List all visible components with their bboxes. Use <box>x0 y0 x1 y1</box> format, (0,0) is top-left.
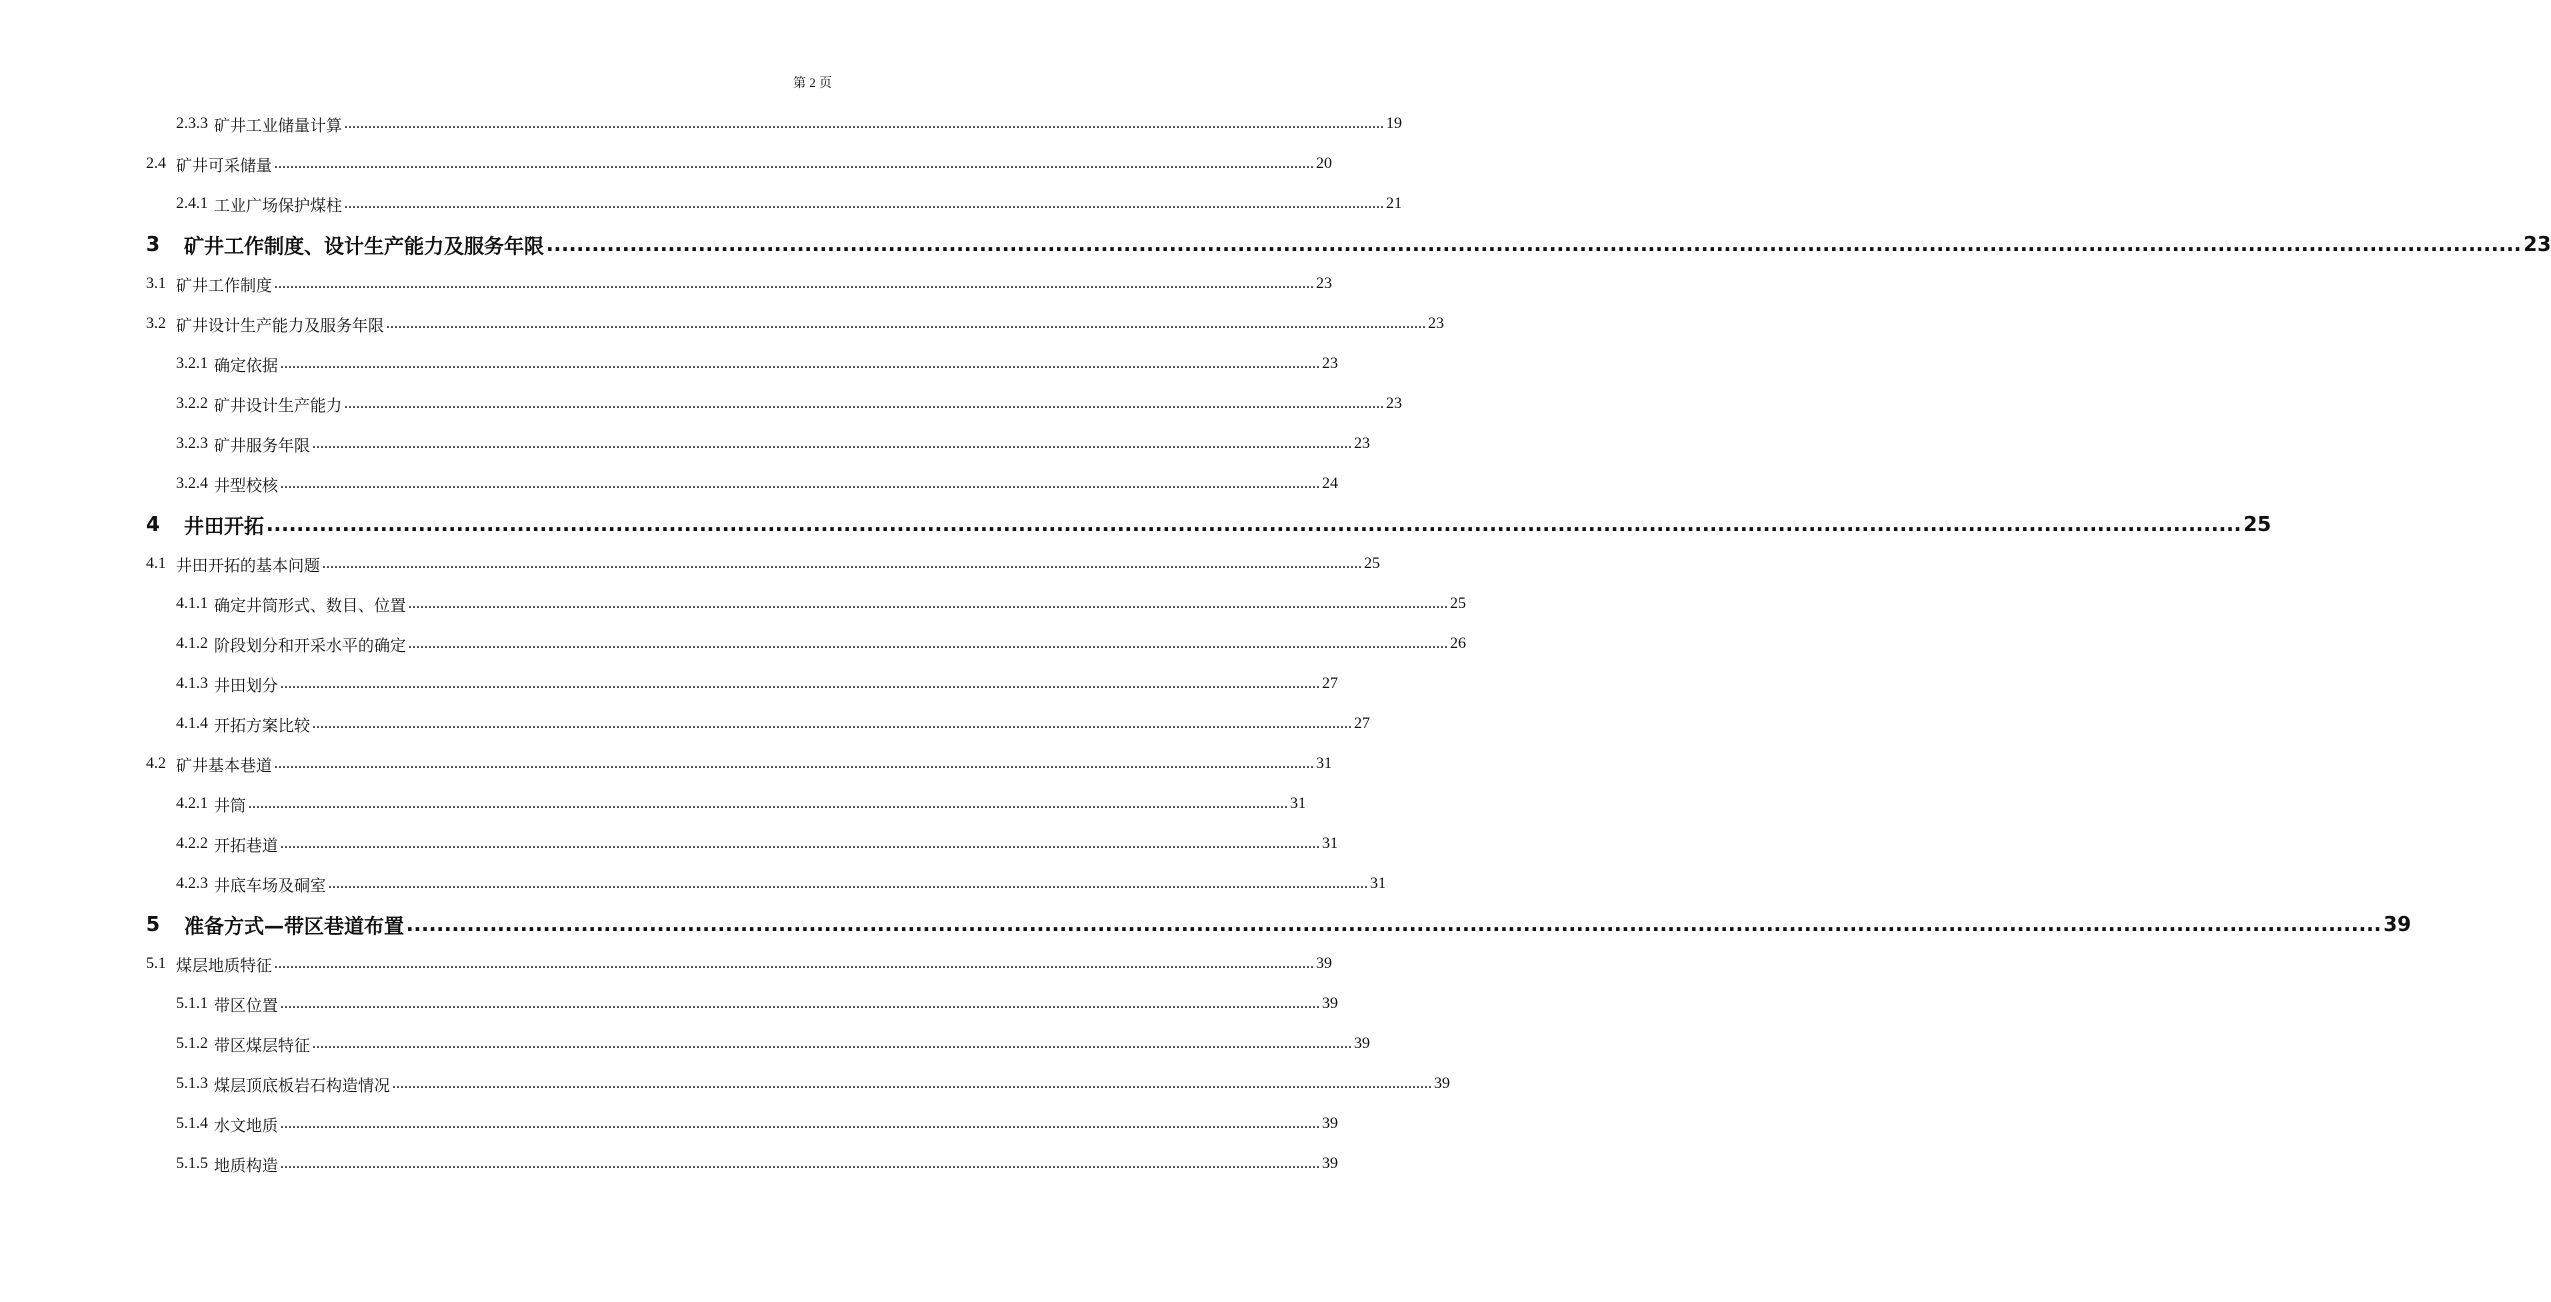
toc-entry-heading <box>176 473 278 496</box>
toc-entry-page-number: 20 <box>1316 155 1333 172</box>
toc-dot-leader: .................................................................................................................................................................................................................................................................... <box>406 912 2382 936</box>
toc-dot-leader: .................................................................................................................................................................................................................................................................... <box>274 755 1315 772</box>
toc-entry-title: 井田划分 <box>214 677 279 695</box>
toc-entry-level-3[interactable] <box>176 344 1339 384</box>
toc-dot-leader: .................................................................................................................................................................................................................................................................... <box>386 315 1427 332</box>
toc-entry-page-number: 31 <box>1290 795 1307 812</box>
toc-entry-number: 2.4.1 <box>176 195 208 212</box>
toc-entry-level-2[interactable] <box>146 304 1445 344</box>
toc-dot-leader: .................................................................................................................................................................................................................................................................... <box>280 475 1321 492</box>
toc-dot-leader: .................................................................................................................................................................................................................................................................... <box>328 875 1369 892</box>
toc-entry-number: 3.2.1 <box>176 355 208 372</box>
toc-entry-heading <box>146 230 544 259</box>
toc-entry-heading <box>146 153 272 176</box>
toc-entry-heading <box>176 1113 278 1136</box>
toc-entry-number: 3.2.3 <box>176 435 208 452</box>
toc-entry-page-number: 23 <box>1386 395 1403 412</box>
toc-entry-level-3[interactable] <box>176 104 1403 144</box>
toc-entry-title: 确定依据 <box>214 357 279 375</box>
toc-entry-title: 矿井设计生产能力 <box>214 397 343 415</box>
toc-entry-number: 3 <box>146 232 160 256</box>
toc-entry-page-number: 31 <box>1322 835 1339 852</box>
toc-entry-page-number: 39 <box>1316 955 1333 972</box>
toc-entry-title: 矿井设计生产能力及服务年限 <box>176 317 385 335</box>
toc-entry-title: 井筒 <box>214 797 247 815</box>
toc-dot-leader: .................................................................................................................................................................................................................................................................... <box>408 595 1449 612</box>
toc-entry-number: 4.2.1 <box>176 795 208 812</box>
toc-entry-heading <box>176 713 310 736</box>
toc-entry-level-2[interactable] <box>146 144 1333 184</box>
toc-entry-page-number: 26 <box>1450 635 1467 652</box>
toc-dot-leader: .................................................................................................................................................................................................................................................................... <box>322 555 1363 572</box>
toc-entry-level-2[interactable] <box>146 944 1333 984</box>
toc-entry-title: 准备方式—带区巷道布置 <box>184 913 404 938</box>
toc-entry-heading <box>146 510 264 539</box>
toc-entry-title: 矿井工业储量计算 <box>214 117 343 135</box>
toc-dot-leader: .................................................................................................................................................................................................................................................................... <box>248 795 1289 812</box>
toc-dot-leader: .................................................................................................................................................................................................................................................................... <box>344 195 1385 212</box>
toc-entry-number: 5.1.3 <box>176 1075 208 1092</box>
toc-entry-title: 井底车场及硐室 <box>214 877 327 895</box>
toc-entry-page-number: 39 <box>1322 1155 1339 1172</box>
toc-entry-title: 煤层地质特征 <box>176 957 273 975</box>
toc-entry-title: 矿井工作制度、设计生产能力及服务年限 <box>184 233 544 258</box>
toc-entry-title: 井田开拓的基本问题 <box>176 557 321 575</box>
toc-entry-title: 矿井基本巷道 <box>176 757 273 775</box>
toc-entry-number: 5 <box>146 912 160 936</box>
toc-entry-page-number: 23 <box>1428 315 1445 332</box>
toc-entry-title: 阶段划分和开采水平的确定 <box>214 637 407 655</box>
toc-entry-page-number: 23 <box>1316 275 1333 292</box>
toc-entry-title: 确定井筒形式、数目、位置 <box>214 597 407 615</box>
toc-entry-page-number: 39 <box>2383 912 2412 936</box>
toc-entry-number: 4.1.1 <box>176 595 208 612</box>
toc-entry-heading <box>176 1033 310 1056</box>
toc-entry-heading <box>146 273 272 296</box>
toc-dot-leader: .................................................................................................................................................................................................................................................................... <box>280 995 1321 1012</box>
toc-dot-leader: .................................................................................................................................................................................................................................................................... <box>274 155 1315 172</box>
toc-entry-page-number: 19 <box>1386 115 1403 132</box>
toc-dot-leader: .................................................................................................................................................................................................................................................................... <box>280 835 1321 852</box>
toc-entry-number: 5.1.2 <box>176 1035 208 1052</box>
toc-entry-number: 4 <box>146 512 160 536</box>
toc-entry-number: 5.1.1 <box>176 995 208 1012</box>
toc-entry-heading <box>176 393 342 416</box>
toc-dot-leader: .................................................................................................................................................................................................................................................................... <box>280 675 1321 692</box>
toc-entry-title: 开拓方案比较 <box>214 717 311 735</box>
toc-entry-heading <box>146 313 384 336</box>
toc-entry-heading <box>176 1073 390 1096</box>
toc-entry-number: 5.1.5 <box>176 1155 208 1172</box>
toc-dot-leader: .................................................................................................................................................................................................................................................................... <box>274 955 1315 972</box>
toc-dot-leader: .................................................................................................................................................................................................................................................................... <box>280 1115 1321 1132</box>
toc-entry-heading <box>146 953 272 976</box>
toc-entry-level-3[interactable] <box>176 424 1371 464</box>
toc-entry-level-3[interactable] <box>176 784 1307 824</box>
toc-entry-title: 井田开拓 <box>184 513 264 538</box>
toc-entry-title: 矿井可采储量 <box>176 157 273 175</box>
toc-entry-title: 井型校核 <box>214 477 279 495</box>
toc-entry-level-3[interactable] <box>176 864 1387 904</box>
toc-entry-heading <box>146 910 404 939</box>
toc-entry-level-3[interactable] <box>176 624 1467 664</box>
toc-entry-title: 矿井工作制度 <box>176 277 273 295</box>
toc-dot-leader: .................................................................................................................................................................................................................................................................... <box>546 232 2522 256</box>
toc-entry-page-number: 31 <box>1370 875 1387 892</box>
toc-entry-number: 4.1 <box>146 555 166 572</box>
toc-entry-heading <box>176 873 326 896</box>
toc-dot-leader: .................................................................................................................................................................................................................................................................... <box>266 512 2242 536</box>
toc-dot-leader: .................................................................................................................................................................................................................................................................... <box>274 275 1315 292</box>
toc-entry-number: 3.2.4 <box>176 475 208 492</box>
toc-entry-level-1[interactable] <box>146 224 2551 264</box>
toc-entry-page-number: 39 <box>1354 1035 1371 1052</box>
toc-entry-page-number: 25 <box>1450 595 1467 612</box>
page-number: 第 2 页 <box>792 75 832 90</box>
toc-dot-leader: .................................................................................................................................................................................................................................................................... <box>312 715 1353 732</box>
toc-entry-heading <box>176 673 278 696</box>
toc-entry-heading <box>176 193 342 216</box>
toc-dot-leader: .................................................................................................................................................................................................................................................................... <box>280 355 1321 372</box>
toc-entry-number: 5.1.4 <box>176 1115 208 1132</box>
toc-entry-heading <box>176 633 406 656</box>
toc-entry-number: 3.2.2 <box>176 395 208 412</box>
toc-entry-page-number: 24 <box>1322 475 1339 492</box>
toc-entry-level-3[interactable] <box>176 1064 1451 1104</box>
toc-entry-level-3[interactable] <box>176 824 1339 864</box>
toc-entry-page-number: 27 <box>1354 715 1371 732</box>
toc-entry-number: 4.1.4 <box>176 715 208 732</box>
toc-entry-title: 带区位置 <box>214 997 279 1015</box>
toc-entry-level-3[interactable] <box>176 384 1403 424</box>
toc-entry-number: 4.1.2 <box>176 635 208 652</box>
toc-entry-level-3[interactable] <box>176 1104 1339 1144</box>
toc-entry-page-number: 21 <box>1386 195 1403 212</box>
toc-entry-number: 3.1 <box>146 275 166 292</box>
toc-entry-number: 4.2.3 <box>176 875 208 892</box>
toc-entry-heading <box>176 833 278 856</box>
toc-entry-level-3[interactable] <box>176 704 1371 744</box>
toc-entry-level-3[interactable] <box>176 1024 1371 1064</box>
toc-entry-heading <box>146 553 320 576</box>
toc-entry-heading <box>176 353 278 376</box>
toc-dot-leader: .................................................................................................................................................................................................................................................................... <box>344 395 1385 412</box>
toc-entry-heading <box>176 433 310 456</box>
toc-entry-title: 带区煤层特征 <box>214 1037 311 1055</box>
toc-entry-heading <box>176 993 278 1016</box>
toc-entry-page-number: 27 <box>1322 675 1339 692</box>
toc-entry-level-3[interactable] <box>176 664 1339 704</box>
toc-entry-title: 工业广场保护煤柱 <box>214 197 343 215</box>
toc-entry-level-3[interactable] <box>176 984 1339 1024</box>
toc-entry-title: 水文地质 <box>214 1117 279 1135</box>
toc-entry-heading <box>176 1153 278 1176</box>
toc-entry-heading <box>146 753 272 776</box>
toc-entry-number: 2.3.3 <box>176 115 208 132</box>
toc-entry-page-number: 25 <box>1364 555 1381 572</box>
toc-entry-level-1[interactable] <box>146 504 2272 544</box>
toc-entry-number: 4.2 <box>146 755 166 772</box>
toc-entry-title: 地质构造 <box>214 1157 279 1175</box>
toc-entry-level-3[interactable] <box>176 584 1467 624</box>
toc-entry-title: 矿井服务年限 <box>214 437 311 455</box>
toc-entry-number: 2.4 <box>146 155 166 172</box>
toc-entry-number: 3.2 <box>146 315 166 332</box>
toc-entry-level-2[interactable] <box>146 264 1333 304</box>
toc-entry-page-number: 39 <box>1434 1075 1451 1092</box>
toc-dot-leader: .................................................................................................................................................................................................................................................................... <box>280 1155 1321 1172</box>
toc-entry-number: 5.1 <box>146 955 166 972</box>
toc-entry-heading <box>176 593 406 616</box>
toc-entry-page-number: 39 <box>1322 1115 1339 1132</box>
toc-entry-level-3[interactable] <box>176 184 1403 224</box>
toc-entry-heading <box>176 793 246 816</box>
toc-entry-level-1[interactable] <box>146 904 2412 944</box>
toc-entry-heading <box>176 113 342 136</box>
toc-dot-leader: .................................................................................................................................................................................................................................................................... <box>312 435 1353 452</box>
toc-entry-page-number: 23 <box>2523 232 2551 256</box>
toc-entry-title: 开拓巷道 <box>214 837 279 855</box>
toc-entry-page-number: 39 <box>1322 995 1339 1012</box>
toc-entry-page-number: 23 <box>1322 355 1339 372</box>
toc-dot-leader: .................................................................................................................................................................................................................................................................... <box>408 635 1449 652</box>
toc-entry-title: 煤层顶底板岩石构造情况 <box>214 1077 391 1095</box>
toc-entry-level-2[interactable] <box>146 744 1333 784</box>
toc-dot-leader: .................................................................................................................................................................................................................................................................... <box>312 1035 1353 1052</box>
toc-entry-page-number: 25 <box>2243 512 2272 536</box>
toc-dot-leader: .................................................................................................................................................................................................................................................................... <box>344 115 1385 132</box>
toc-entry-number: 4.1.3 <box>176 675 208 692</box>
toc-entry-page-number: 31 <box>1316 755 1333 772</box>
toc-dot-leader: .................................................................................................................................................................................................................................................................... <box>392 1075 1433 1092</box>
toc-entry-level-3[interactable] <box>176 464 1339 504</box>
toc-entry-number: 4.2.2 <box>176 835 208 852</box>
toc-entry-level-2[interactable] <box>146 544 1381 584</box>
toc-entry-page-number: 23 <box>1354 435 1371 452</box>
toc-entry-level-3[interactable] <box>176 1144 1339 1184</box>
